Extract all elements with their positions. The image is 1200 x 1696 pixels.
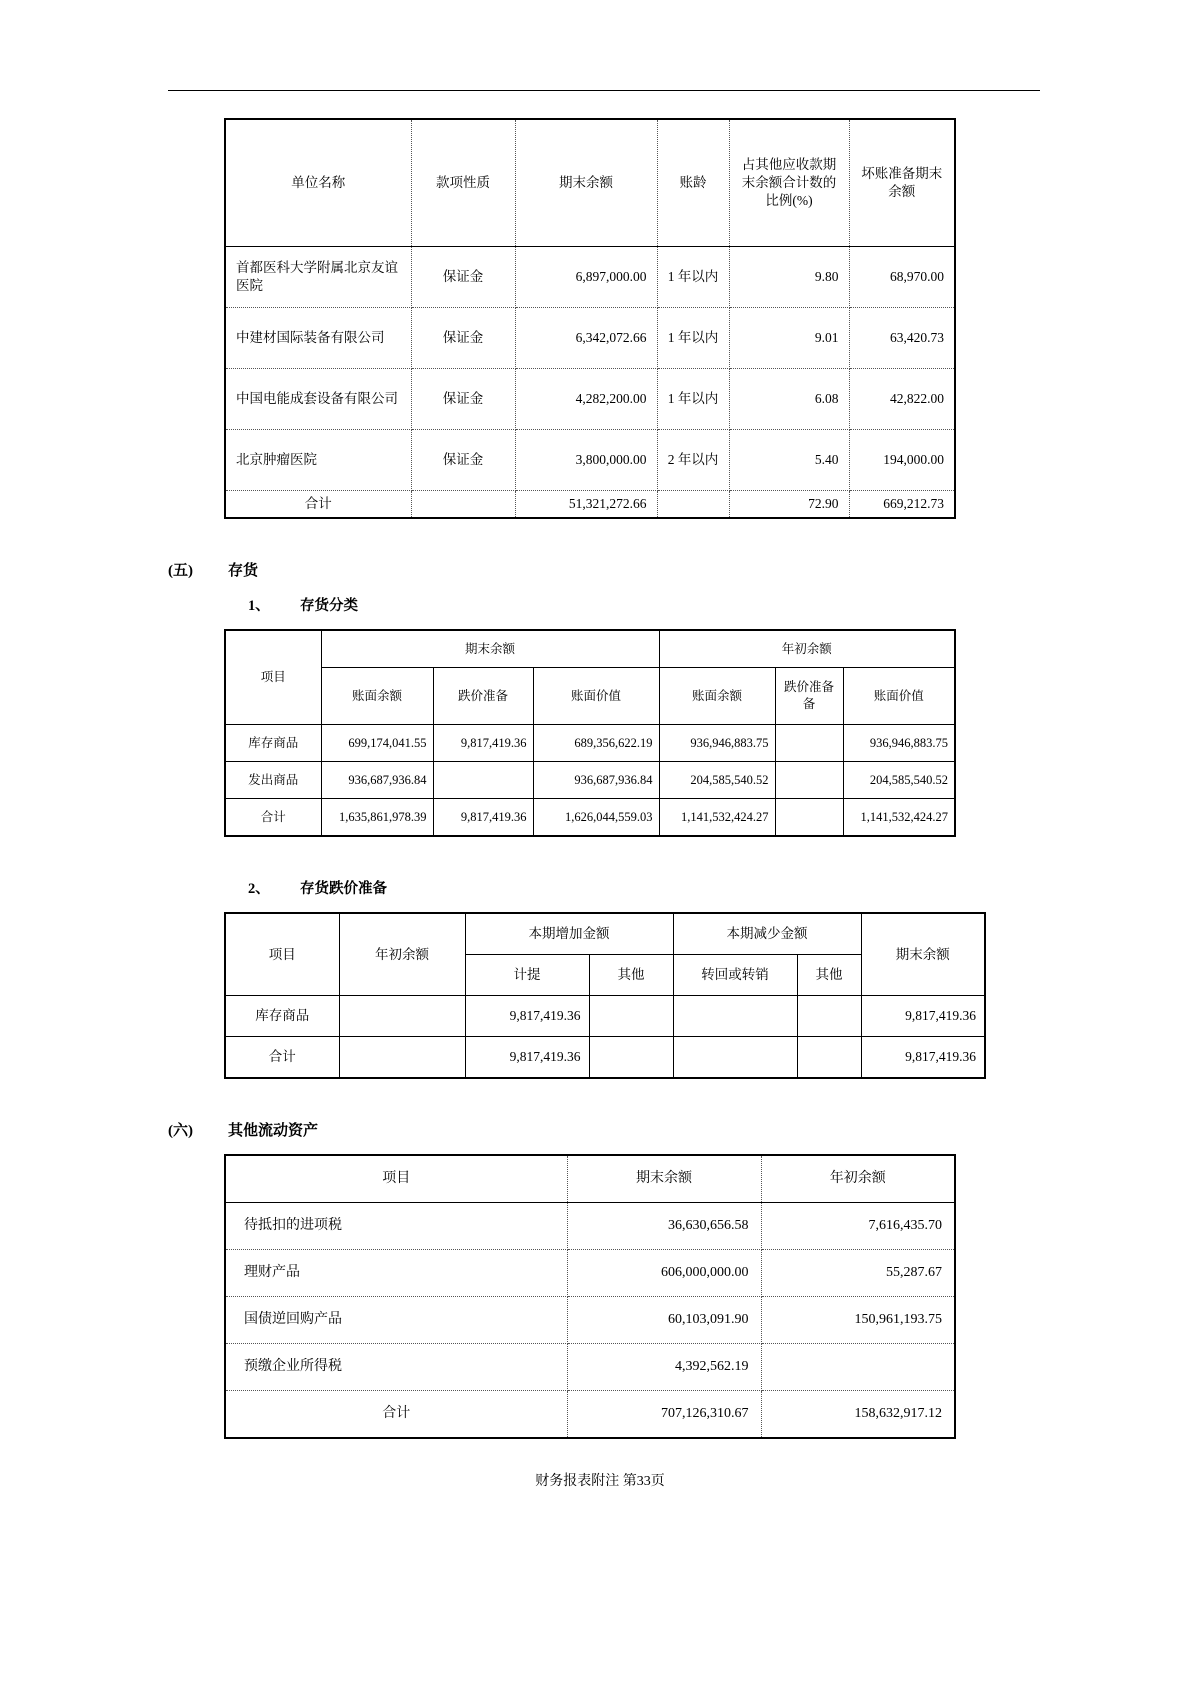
other-receivables-table	[224, 118, 956, 519]
header-ending-balance: 期末余额	[515, 119, 657, 247]
cell-dec-reverse	[673, 996, 797, 1037]
section-six-number: (六)	[168, 1123, 193, 1140]
cell-total-label: 合计	[225, 491, 411, 519]
cell-total-inc-other	[589, 1037, 673, 1079]
table-header-group-row	[225, 913, 985, 955]
cell-company: 中国电能成套设备有限公司	[225, 369, 411, 430]
table-total-row	[225, 799, 955, 837]
table-row	[225, 247, 955, 308]
subsection-1-number: 1、	[248, 598, 270, 615]
cell-nature: 保证金	[411, 430, 515, 491]
cell-ending: 4,282,200.00	[515, 369, 657, 430]
cell-total-label: 合计	[225, 799, 321, 837]
cell-item: 发出商品	[225, 762, 321, 799]
cell-bad-debt: 68,970.00	[849, 247, 955, 308]
cell-total-ending: 707,126,310.67	[567, 1391, 761, 1439]
cell-ending: 3,800,000.00	[515, 430, 657, 491]
cell-b-value: 204,585,540.52	[843, 762, 955, 799]
cell-b-prov	[775, 725, 843, 762]
cell-bad-debt: 42,822.00	[849, 369, 955, 430]
section-heading-six	[0, 1119, 1200, 1140]
section-five-title: 存货	[228, 563, 259, 580]
cell-nature: 保证金	[411, 369, 515, 430]
other-current-assets-wrapper	[224, 1154, 1200, 1439]
header-b-book: 账面余额	[659, 668, 775, 725]
cell-aging: 1 年以内	[657, 247, 729, 308]
table-total-row	[225, 1037, 985, 1079]
cell-e-value: 689,356,622.19	[533, 725, 659, 762]
subsection-2-title: 存货跌价准备	[300, 881, 387, 898]
cell-total-inc-accrual: 9,817,419.36	[465, 1037, 589, 1079]
cell-total-aging	[657, 491, 729, 519]
cell-aging: 1 年以内	[657, 369, 729, 430]
table-row	[225, 1250, 955, 1297]
cell-e-prov	[433, 762, 533, 799]
cell-ending: 60,103,091.90	[567, 1297, 761, 1344]
table-row	[225, 1297, 955, 1344]
cell-beginning: 150,961,193.75	[761, 1297, 955, 1344]
header-rule	[168, 90, 1040, 91]
cell-total-ending: 9,817,419.36	[861, 1037, 985, 1079]
header-item: 项目	[225, 1155, 567, 1203]
header-e-prov: 跌价准备	[433, 668, 533, 725]
table-row	[225, 1344, 955, 1391]
cell-nature: 保证金	[411, 308, 515, 369]
page-content	[0, 118, 1200, 1439]
cell-ratio: 9.80	[729, 247, 849, 308]
cell-e-book: 936,687,936.84	[321, 762, 433, 799]
cell-b-value: 936,946,883.75	[843, 725, 955, 762]
cell-ratio: 6.08	[729, 369, 849, 430]
table-row	[225, 996, 985, 1037]
cell-beginning: 7,616,435.70	[761, 1203, 955, 1250]
cell-beginning	[339, 996, 465, 1037]
header-group-beginning: 年初余额	[659, 630, 955, 668]
subsection-2-number: 2、	[248, 881, 270, 898]
cell-ending: 6,342,072.66	[515, 308, 657, 369]
cell-e-value: 936,687,936.84	[533, 762, 659, 799]
cell-beginning	[761, 1344, 955, 1391]
cell-item: 待抵扣的进项税	[225, 1203, 567, 1250]
receivables-table-wrapper	[224, 118, 1200, 519]
cell-total-e-prov: 9,817,419.36	[433, 799, 533, 837]
cell-bad-debt: 63,420.73	[849, 308, 955, 369]
header-beginning: 年初余额	[339, 913, 465, 996]
header-nature: 款项性质	[411, 119, 515, 247]
cell-b-prov	[775, 762, 843, 799]
section-six-title: 其他流动资产	[228, 1123, 319, 1140]
cell-company: 北京肿瘤医院	[225, 430, 411, 491]
header-e-value: 账面价值	[533, 668, 659, 725]
table-header-sub-row	[225, 668, 955, 725]
cell-bad-debt: 194,000.00	[849, 430, 955, 491]
cell-ending: 6,897,000.00	[515, 247, 657, 308]
cell-dec-other	[797, 996, 861, 1037]
cell-total-b-prov	[775, 799, 843, 837]
header-inc-other: 其他	[589, 955, 673, 996]
cell-aging: 2 年以内	[657, 430, 729, 491]
cell-total-dec-other	[797, 1037, 861, 1079]
subsection-1-title: 存货分类	[300, 598, 358, 615]
cell-total-b-book: 1,141,532,424.27	[659, 799, 775, 837]
cell-item: 预缴企业所得税	[225, 1344, 567, 1391]
header-b-prov: 跌价准备备	[775, 668, 843, 725]
inventory-classification-table	[224, 629, 956, 837]
table-header-row	[225, 1155, 955, 1203]
section-five-number: (五)	[168, 563, 193, 580]
cell-b-book: 936,946,883.75	[659, 725, 775, 762]
cell-total-bad-debt: 669,212.73	[849, 491, 955, 519]
table-total-row	[225, 1391, 955, 1439]
header-inc-accrual: 计提	[465, 955, 589, 996]
inventory-impairment-table	[224, 912, 986, 1079]
header-item: 项目	[225, 630, 321, 725]
cell-total-beginning	[339, 1037, 465, 1079]
impairment-table-wrapper	[224, 912, 1200, 1079]
cell-total-ending: 51,321,272.66	[515, 491, 657, 519]
cell-total-label: 合计	[225, 1391, 567, 1439]
cell-aging: 1 年以内	[657, 308, 729, 369]
subsection-heading-2	[248, 877, 1200, 898]
header-ratio: 占其他应收款期末余额合计数的比例(%)	[729, 119, 849, 247]
cell-company: 中建材国际装备有限公司	[225, 308, 411, 369]
header-item: 项目	[225, 913, 339, 996]
cell-item: 国债逆回购产品	[225, 1297, 567, 1344]
table-row	[225, 369, 955, 430]
header-dec-other: 其他	[797, 955, 861, 996]
cell-total-e-value: 1,626,044,559.03	[533, 799, 659, 837]
cell-ending: 36,630,656.58	[567, 1203, 761, 1250]
cell-ratio: 5.40	[729, 430, 849, 491]
cell-e-book: 699,174,041.55	[321, 725, 433, 762]
cell-total-b-value: 1,141,532,424.27	[843, 799, 955, 837]
cell-item: 库存商品	[225, 996, 339, 1037]
page-footer: 财务报表附注 第33页	[535, 1474, 665, 1489]
header-beginning: 年初余额	[761, 1155, 955, 1203]
table-header-group-row	[225, 630, 955, 668]
cell-beginning: 55,287.67	[761, 1250, 955, 1297]
cell-item: 库存商品	[225, 725, 321, 762]
table-row	[225, 762, 955, 799]
cell-total-dec-reverse	[673, 1037, 797, 1079]
table-row	[225, 725, 955, 762]
cell-ratio: 9.01	[729, 308, 849, 369]
table-total-row	[225, 491, 955, 519]
cell-inc-accrual: 9,817,419.36	[465, 996, 589, 1037]
cell-total-label: 合计	[225, 1037, 339, 1079]
cell-e-prov: 9,817,419.36	[433, 725, 533, 762]
cell-item: 理财产品	[225, 1250, 567, 1297]
cell-nature: 保证金	[411, 247, 515, 308]
table-row	[225, 308, 955, 369]
cell-ending: 4,392,562.19	[567, 1344, 761, 1391]
header-bad-debt: 坏账准备期末余额	[849, 119, 955, 247]
header-company: 单位名称	[225, 119, 411, 247]
header-group-increase: 本期增加金额	[465, 913, 673, 955]
table-row	[225, 1203, 955, 1250]
cell-total-nature	[411, 491, 515, 519]
other-current-assets-table	[224, 1154, 956, 1439]
header-group-ending: 期末余额	[321, 630, 659, 668]
header-ending: 期末余额	[567, 1155, 761, 1203]
inventory-table-wrapper	[224, 629, 1200, 837]
cell-ending: 9,817,419.36	[861, 996, 985, 1037]
cell-total-ratio: 72.90	[729, 491, 849, 519]
section-heading-five	[0, 559, 1200, 580]
table-row	[225, 430, 955, 491]
cell-b-book: 204,585,540.52	[659, 762, 775, 799]
cell-ending: 606,000,000.00	[567, 1250, 761, 1297]
header-aging: 账龄	[657, 119, 729, 247]
header-ending: 期末余额	[861, 913, 985, 996]
header-e-book: 账面余额	[321, 668, 433, 725]
header-dec-reverse: 转回或转销	[673, 955, 797, 996]
header-group-decrease: 本期减少金额	[673, 913, 861, 955]
table-header-row	[225, 119, 955, 247]
cell-inc-other	[589, 996, 673, 1037]
header-b-value: 账面价值	[843, 668, 955, 725]
subsection-heading-1	[248, 594, 1200, 615]
cell-total-e-book: 1,635,861,978.39	[321, 799, 433, 837]
cell-company: 首都医科大学附属北京友谊医院	[225, 247, 411, 308]
cell-total-beginning: 158,632,917.12	[761, 1391, 955, 1439]
